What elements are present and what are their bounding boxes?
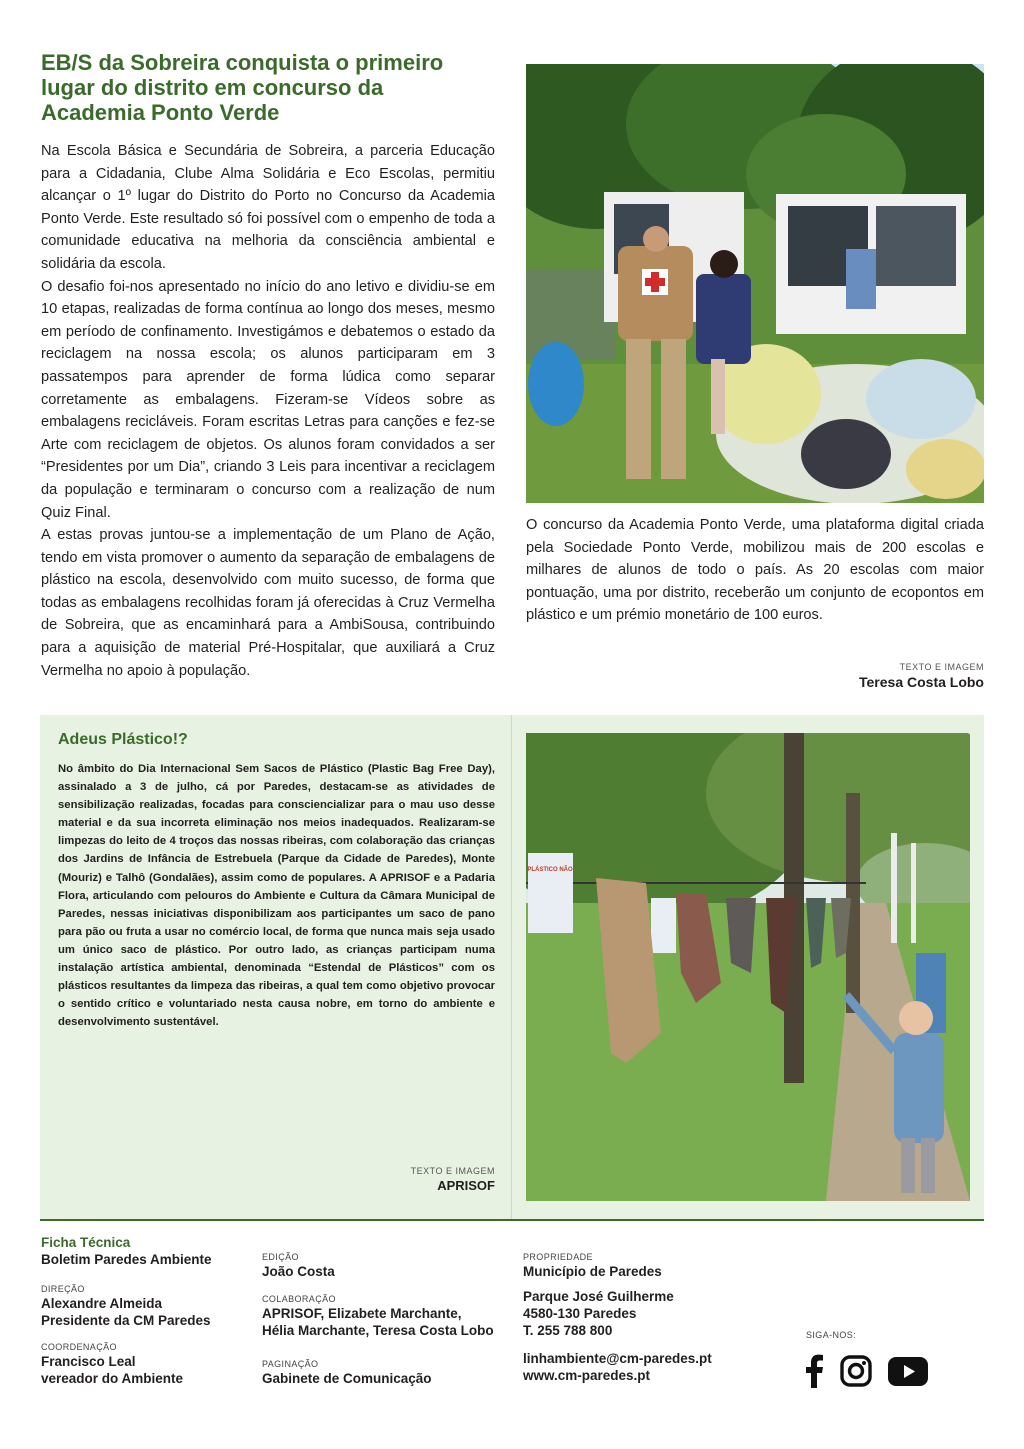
credit-name: Teresa Costa Lobo xyxy=(859,674,984,690)
box-divider xyxy=(511,715,512,1220)
ficha-heading: Ficha Técnica xyxy=(41,1235,131,1250)
box-body: No âmbito do Dia Internacional Sem Sacos de Plástico (Plastic Bag Free Day), assinalado a 3 de julho, cá por Paredes, destacam-se as atividades de sensibilização realizadas, focadas para consciencializar para o mau uso desse material e da sua incorreta eliminação nos meios inadequados. Realizaram-se limpezas do leito de 4 troços das nossas ribeiras, com colaboração das crianças dos Jardins de Infância de Estrebuela (Parque da Cidade de Paredes), Monte (Mouriz) e Talhô (Gondalães), assim como de populares. A APRISOF e a Padaria Flora, articulando com pelouros do Ambiente e Cultura da Câmara Municipal de Paredes, nessas iniciativas disponibilizam aos participantes um saco de pano para pão ou fruta a usar no comércio local, de forma que nunca mais seja usado um único saco de plástico. Por outro lado, as crianças participam numa instalação artística ambiental, denominada “Estendal de Plásticos” com os plásticos resultantes da limpeza das ribeiras, a qual tem como objetivo provocar o sentido crítico e voluntariado nesta causa nobre, em torno do ambiente e desenvolvimento sustentável. xyxy=(58,763,495,1029)
direcao-name: Alexandre Almeida xyxy=(41,1296,163,1311)
social-label: SIGA-NOS: xyxy=(806,1330,857,1340)
propriedade-label: PROPRIEDADE xyxy=(523,1252,593,1262)
website-link[interactable]: www.cm-paredes.pt xyxy=(523,1368,651,1383)
colaboracao-line: Hélia Marchante, Teresa Costa Lobo xyxy=(262,1323,494,1338)
ficha-tecnica xyxy=(41,1234,212,1268)
direcao-label: DIREÇÃO xyxy=(41,1284,85,1294)
ficha-direcao xyxy=(41,1283,211,1329)
credit-name: APRISOF xyxy=(437,1178,495,1193)
ficha-paginacao xyxy=(262,1358,432,1387)
article-body xyxy=(41,140,495,682)
colaboracao-line: APRISOF, Elizabete Marchante, xyxy=(262,1306,462,1321)
recycling-photo xyxy=(526,64,984,503)
article-credit xyxy=(859,662,984,690)
instagram-icon[interactable] xyxy=(840,1355,872,1387)
article-title: EB/S da Sobreira conquista o primeiro lugar do distrito em concurso da Academia Ponto Verde xyxy=(41,50,444,125)
youtube-icon[interactable] xyxy=(888,1357,928,1386)
paginacao-name: Gabinete de Comunicação xyxy=(262,1371,432,1386)
address-line: Parque José Guilherme xyxy=(523,1289,674,1304)
facebook-icon[interactable] xyxy=(804,1354,824,1388)
article-paragraph: O desafio foi-nos apresentado no início do ano letivo e dividiu-se em 10 etapas, realizadas de forma contínua ao longo dos meses, mesmo em período de confinamento. Investigámos e debatemos o estado da reciclagem na nossa escola; os alunos participaram em 3 passatempos para aprender de forma lúdica como separar corretamente as embalagens. Fizeram-se Vídeos sobre as embalagens recicláveis. Foram escritas Letras para canções e fez-se Arte com reciclagem de objetos. Os alunos foram convidados a ser “Presidentes por um Dia”, criando 3 Leis para incentivar a reciclagem da população e terminaram o concurso com a realização de num Quiz Final. xyxy=(41,278,495,521)
coordenacao-name: Francisco Leal xyxy=(41,1354,136,1369)
credit-label: TEXTO E IMAGEM xyxy=(899,662,984,672)
article-paragraph: Na Escola Básica e Secundária de Sobreira, a parceria Educação para a Cidadania, Clube Alma Solidária e Eco Escolas, permitiu alcançar o 1º lugar do Distrito do Porto no Concurso da Academia Ponto Verde. Este resultado só foi possível com o empenho de toda a comunidade educativa na melhoria da consciência ambiental e solidária da escola. xyxy=(41,143,495,272)
box-credit xyxy=(300,1166,495,1193)
article-paragraph: A estas provas juntou-se a implementação de um Plano de Ação, tendo em vista promover o aumento da separação de embalagens de plástico na escola, desenvolvido com muito sucesso, de forma que todas as embalagens recolhidas foram já oferecidas à Cruz Vermelha de Sobreira, que as encaminhará para a AmbiSousa, contribuindo para a aquisição de material Pré-Hospitalar, que auxiliará a Cruz Vermelha no apoio à população. xyxy=(41,527,495,679)
edicao-label: EDIÇÃO xyxy=(262,1252,299,1262)
photo-sign-text: PLÁSTICO NÃO xyxy=(527,867,573,873)
ficha-colaboracao xyxy=(262,1293,494,1339)
box-title: Adeus Plástico!? xyxy=(58,731,188,748)
ficha-coordenacao xyxy=(41,1341,183,1387)
paginacao-label: PAGINAÇÃO xyxy=(262,1359,319,1369)
ficha-contacts xyxy=(523,1350,712,1384)
ficha-edicao xyxy=(262,1251,335,1280)
credit-label: TEXTO E IMAGEM xyxy=(410,1166,495,1176)
ficha-publication: Boletim Paredes Ambiente xyxy=(41,1252,212,1267)
colaboracao-label: COLABORAÇÃO xyxy=(262,1294,336,1304)
email-link[interactable]: linhambiente@cm-paredes.pt xyxy=(523,1351,712,1366)
ficha-propriedade xyxy=(523,1251,662,1280)
coordenacao-role: vereador do Ambiente xyxy=(41,1371,184,1386)
edicao-name: João Costa xyxy=(262,1264,335,1279)
ficha-address xyxy=(523,1288,674,1339)
phone-number: T. 255 788 800 xyxy=(523,1323,613,1338)
propriedade-name: Município de Paredes xyxy=(523,1264,662,1279)
direcao-role: Presidente da CM Paredes xyxy=(41,1313,211,1328)
coordenacao-label: COORDENAÇÃO xyxy=(41,1342,117,1352)
address-line: 4580-130 Paredes xyxy=(523,1306,637,1321)
photo-caption: O concurso da Academia Ponto Verde, uma plataforma digital criada pela Sociedade Ponto Verde, mobilizou mais de 200 escolas e milhares de alunos de todo o país. As 20 escolas com maior pontuação, uma por distrito, receberão um conjunto de ecopontos em plástico e um prémio monetário de 100 euros. xyxy=(526,517,984,624)
box-bottom-rule xyxy=(40,1219,984,1221)
installation-photo xyxy=(526,733,970,1201)
